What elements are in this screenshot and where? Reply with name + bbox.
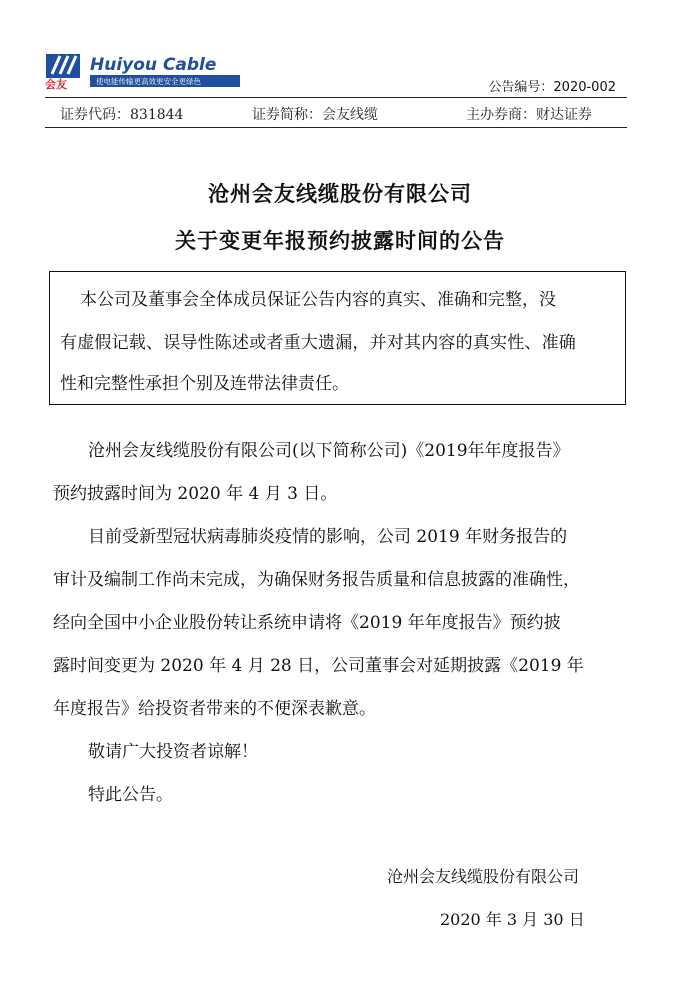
paragraph-2-line: 目前受新型冠状病毒肺炎疫情的影响，公司 2019 年财务报告的	[88, 527, 568, 547]
logo-cn-name: 会友	[45, 78, 67, 91]
notice-number: 公告编号：2020-002	[488, 80, 616, 95]
signature-company: 沧州会友线缆股份有限公司	[387, 867, 580, 886]
statement-line: 有虚假记载、误导性陈述或者重大遗漏，并对其内容的真实性、准确	[60, 333, 576, 353]
paragraph-1-line: 预约披露时间为 2020 年 4 月 3 日。	[53, 484, 338, 504]
logo-wordmark: Huiyou Cable	[90, 55, 217, 75]
signature-date: 2020 年 3 月 30 日	[440, 910, 585, 929]
paragraph-2-line: 年度报告》给投资者带来的不便深表歉意。	[53, 699, 376, 719]
paragraph-3: 敬请广大投资者谅解！	[88, 742, 258, 762]
company-logo	[40, 50, 250, 92]
document-title-subject: 关于变更年报预约披露时间的公告	[175, 229, 505, 253]
header-divider-top	[45, 97, 627, 98]
paragraph-2-line: 审计及编制工作尚未完成，为确保财务报告质量和信息披露的准确性，	[53, 570, 580, 590]
statement-line: 性和完整性承担个别及连带法律责任。	[60, 374, 349, 394]
logo-slogan: 使电能传输更高效更安全更绿色	[96, 77, 201, 86]
header-divider-bottom	[45, 127, 627, 128]
paragraph-4: 特此公告。	[88, 785, 173, 805]
logo-graphic	[40, 50, 250, 92]
board-statement-box	[49, 271, 626, 405]
paragraph-1-line: 沧州会友线缆股份有限公司(以下简称公司)《2019年年度报告》	[88, 441, 570, 461]
lead-broker: 主办券商：财达证券	[466, 107, 592, 123]
document-title-company: 沧州会友线缆股份有限公司	[208, 182, 472, 206]
paragraph-2-line: 露时间变更为 2020 年 4 月 28 日，公司董事会对延期披露《2019 年	[53, 656, 584, 676]
securities-code: 证券代码：831844	[60, 107, 184, 123]
securities-short-name: 证券简称：会友线缆	[252, 107, 378, 123]
statement-line: 本公司及董事会全体成员保证公告内容的真实、准确和完整，没	[80, 290, 556, 310]
paragraph-2-line: 经向全国中小企业股份转让系统申请将《2019 年年度报告》预约披	[53, 613, 561, 633]
